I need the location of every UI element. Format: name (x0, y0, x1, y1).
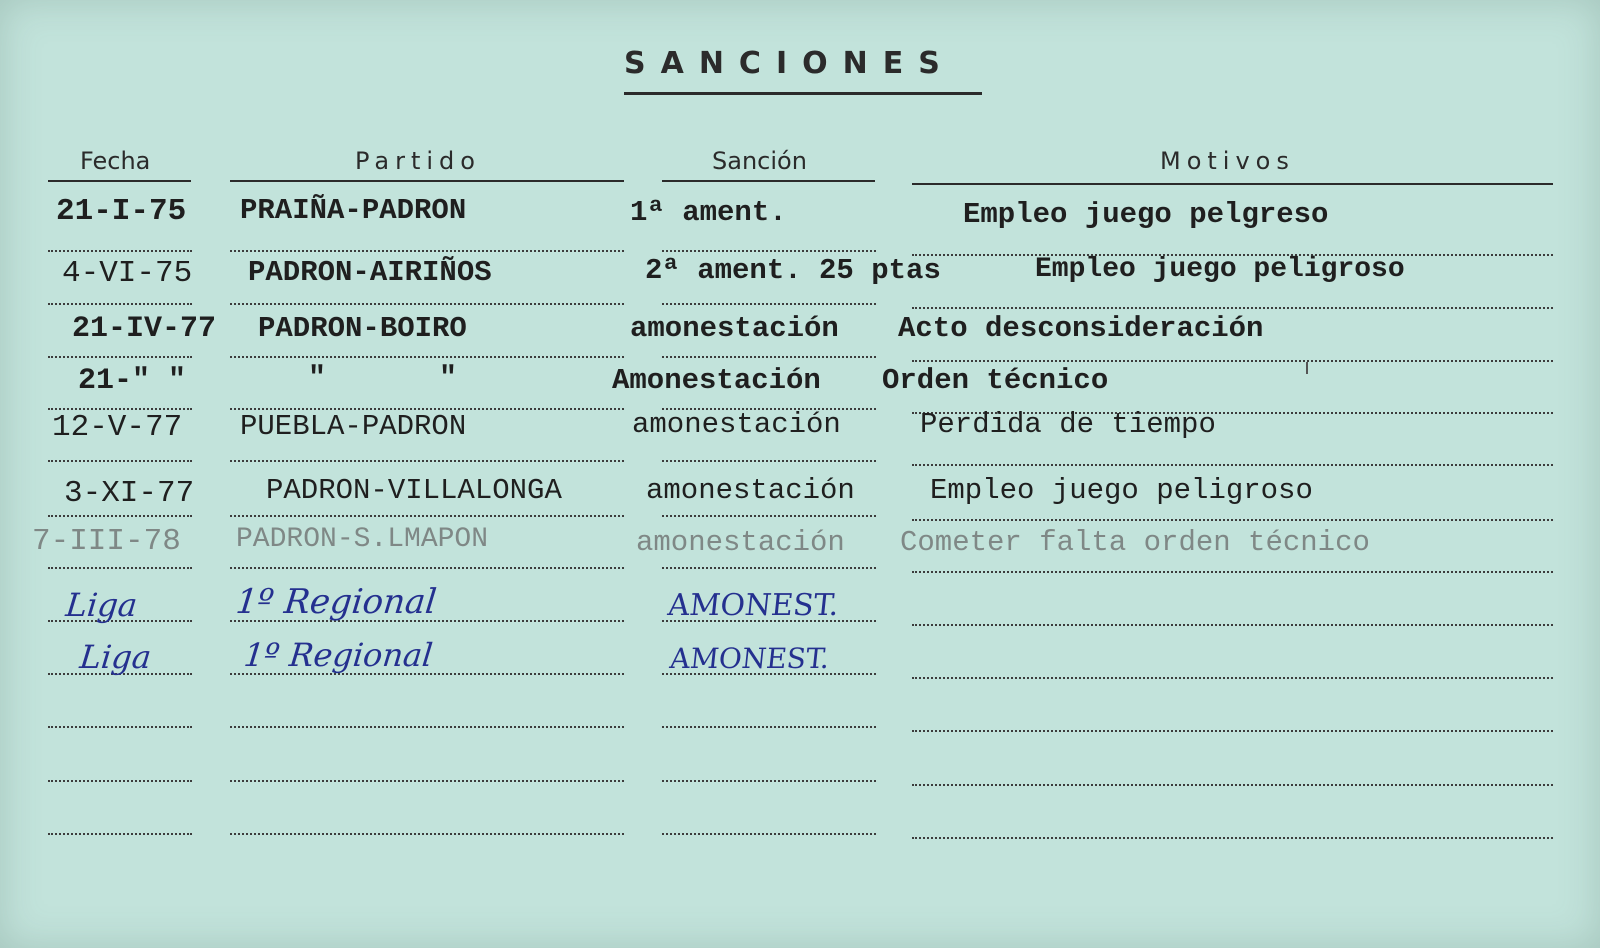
row9-sancion: AMONEST. (668, 642, 832, 675)
header-rule-motivos (912, 183, 1553, 185)
dotted-rule (912, 307, 1553, 309)
row4-motivos: Orden técnico (882, 364, 1109, 397)
dotted-rule (912, 730, 1553, 732)
dotted-rule (230, 515, 624, 517)
dotted-rule (230, 567, 624, 569)
row2-partido: PADRON-AIRIÑOS (248, 256, 492, 289)
row1-partido: PRAIÑA-PADRON (240, 194, 467, 227)
dotted-rule (662, 250, 876, 252)
dotted-rule (48, 726, 192, 728)
row3-partido: PADRON-BOIRO (258, 312, 467, 345)
dotted-rule (912, 784, 1553, 786)
row5-fecha: 12-V-77 (52, 410, 183, 445)
row7-sancion: amonestación (636, 526, 845, 559)
row1-motivos: Empleo juego pelgreso (963, 198, 1329, 231)
dotted-rule (230, 250, 624, 252)
dotted-rule (662, 726, 876, 728)
dotted-rule (662, 303, 876, 305)
header-fecha: Fecha (80, 147, 151, 175)
dotted-rule (912, 519, 1553, 521)
row6-sancion: amonestación (646, 474, 855, 507)
row4-sancion: Amonestación (612, 364, 821, 397)
row1-sancion: 1ª ament. (630, 196, 787, 229)
dotted-rule (912, 464, 1553, 466)
row8-fecha: Liga (64, 586, 140, 624)
header-rule-fecha (48, 180, 191, 182)
dotted-rule (662, 460, 876, 462)
dotted-rule (230, 356, 624, 358)
dotted-rule (662, 833, 876, 835)
header-sancion: Sanción (712, 147, 807, 175)
dotted-rule (662, 356, 876, 358)
dotted-rule (230, 726, 624, 728)
stray-mark (1306, 362, 1308, 374)
row8-partido: 1º Regional (233, 582, 439, 622)
dotted-rule (48, 460, 192, 462)
dotted-rule (662, 515, 876, 517)
card-title: SANCIONES (624, 46, 955, 81)
dotted-rule (48, 250, 192, 252)
row5-sancion: amonestación (632, 408, 841, 441)
dotted-rule (912, 360, 1553, 362)
row9-partido: 1º Regional (242, 636, 435, 674)
row1-fecha: 21-I-75 (56, 194, 187, 229)
row6-fecha: 3-XI-77 (64, 476, 195, 511)
dotted-rule (912, 677, 1553, 679)
row7-partido: PADRON-S.LMAPON (236, 524, 489, 555)
dotted-rule (662, 567, 876, 569)
row5-motivos: Perdida de tiempo (920, 408, 1216, 441)
row7-motivos: Cometer falta orden técnico (900, 526, 1370, 559)
row4-fecha: 21-" " (78, 364, 187, 398)
row7-fecha: 7-III-78 (32, 524, 181, 559)
row6-partido: PADRON-VILLALONGA (266, 474, 562, 507)
dotted-rule (230, 303, 624, 305)
dotted-rule (48, 515, 192, 517)
row6-motivos: Empleo juego peligroso (930, 474, 1313, 507)
dotted-rule (912, 837, 1553, 839)
dotted-rule (662, 780, 876, 782)
header-rule-partido (230, 180, 624, 182)
row8-sancion: AMONEST. (666, 588, 841, 623)
dotted-rule (48, 833, 192, 835)
row2-motivos: Empleo juego peligroso (1035, 254, 1405, 285)
header-rule-sancion (662, 180, 875, 182)
dotted-rule (48, 356, 192, 358)
dotted-rule (230, 460, 624, 462)
row9-fecha: Liga (78, 638, 154, 676)
row4-partido: " " (308, 362, 458, 396)
header-motivos: Motivos (1160, 147, 1295, 175)
title-underline (624, 92, 982, 95)
row2-fecha: 4-VI-75 (62, 256, 193, 291)
dotted-rule (912, 571, 1553, 573)
dotted-rule (912, 624, 1553, 626)
dotted-rule (230, 833, 624, 835)
dotted-rule (230, 780, 624, 782)
dotted-rule (48, 780, 192, 782)
row3-fecha: 21-IV-77 (72, 312, 217, 346)
row3-motivos: Acto desconsideración (898, 312, 1264, 345)
dotted-rule (48, 303, 192, 305)
row2-sancion: 2ª ament. 25 ptas (645, 254, 941, 287)
row3-sancion: amonestación (630, 312, 839, 345)
header-partido: Partido (355, 147, 481, 175)
row5-partido: PUEBLA-PADRON (240, 410, 467, 443)
dotted-rule (48, 567, 192, 569)
